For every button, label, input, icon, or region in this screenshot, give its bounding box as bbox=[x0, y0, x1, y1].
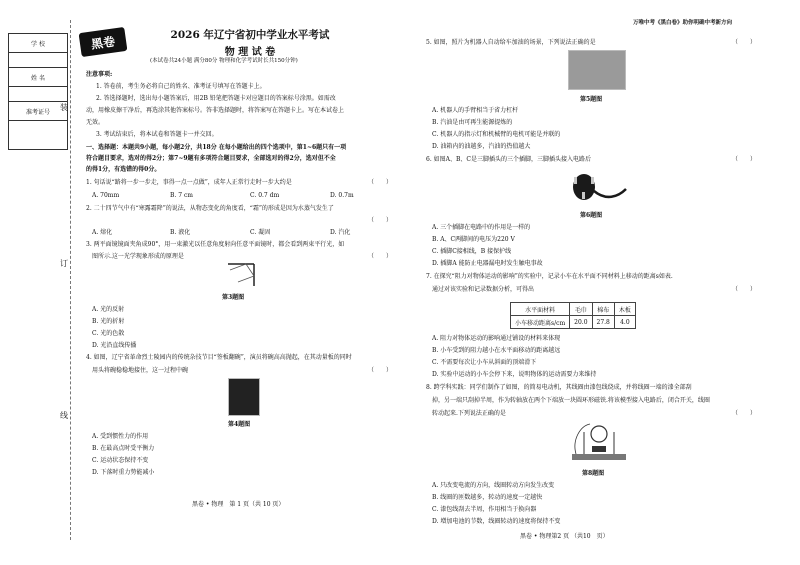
q7-data-cell: 20.0 bbox=[570, 316, 592, 329]
note-line: 无效。 bbox=[86, 119, 105, 126]
school-field bbox=[9, 53, 67, 68]
q3-stem: 3. 两平面镜镜面夹角成90°，用一束激光以任意角度射向任意平面镜时，都会看到两束平行光，如 bbox=[86, 241, 345, 248]
footer-right-page: 黑卷 • 物理第2 页 （共10 页） bbox=[520, 533, 609, 540]
section1-line: 一、选择题：本题共9小题，每小题2分，共18分 在每小题给出的四个选项中，第1~6题只有一项 bbox=[86, 144, 347, 151]
name-label: 姓 名 bbox=[9, 68, 67, 87]
subject-title: 物 理 试 卷 bbox=[224, 47, 276, 58]
q7-answer-paren: （ ） bbox=[732, 286, 757, 293]
q4-option: A. 受到惯性力的作用 bbox=[92, 433, 149, 440]
q7-row-label: 小车移动距离s/cm bbox=[511, 316, 570, 329]
q4-answer-paren: （ ） bbox=[368, 367, 393, 374]
q6-answer-paren: （ ） bbox=[732, 156, 757, 163]
section1-line: 符合题目要求，选对的得2分；第7~9题有多项符合题目要求，全部选对的得2分，选对但不全 bbox=[86, 155, 336, 162]
seal-char-zhuang: 装 bbox=[60, 103, 68, 112]
binding-line bbox=[70, 20, 71, 540]
q8-option: D. 增加电池的节数，线圈转动的速度将保持不变 bbox=[432, 518, 561, 525]
name-field bbox=[9, 87, 67, 102]
q6-figure-caption: 第6题图 bbox=[580, 212, 603, 219]
q3-figure-caption: 第3题图 bbox=[222, 294, 245, 301]
q3-option: B. 光的折射 bbox=[92, 318, 125, 325]
q8-answer-paren: （ ） bbox=[732, 410, 757, 417]
q3-mirror-figure bbox=[224, 262, 258, 288]
q2-option: C. 凝固 bbox=[250, 229, 271, 236]
seal-char-xian: 线 bbox=[60, 411, 68, 420]
q5-option: A. 机器人的手臂相当于省力杠杆 bbox=[432, 107, 519, 114]
q7-data-table bbox=[510, 302, 636, 329]
q7-data-cell: 27.8 bbox=[592, 316, 614, 329]
notes-heading: 注意事项: bbox=[86, 71, 113, 78]
q5-figure-caption: 第5题图 bbox=[580, 96, 603, 103]
q3-answer-paren: （ ） bbox=[368, 253, 393, 260]
exam-title: 2026 年辽宁省初中学业水平考试 bbox=[170, 29, 330, 41]
q5-answer-paren: （ ） bbox=[732, 39, 757, 46]
q8-stem-cont: 转动起来.下列说法正确的是 bbox=[432, 410, 506, 417]
q4-stem: 4. 如图，辽宁省革命烈士陵园内的传统杂技节目“签板翻碗”，演员将碗高高抛起，在其动量板的同时 bbox=[86, 354, 352, 361]
q4-acrobat-photo bbox=[228, 378, 260, 416]
q7-header-cell: 棉布 bbox=[592, 303, 614, 316]
q1-answer-paren: （ ） bbox=[368, 179, 393, 186]
q5-robot-refuel-photo bbox=[568, 50, 626, 90]
q5-option: B. 汽油是由可再生能源提炼的 bbox=[432, 119, 513, 126]
q8-option: A. 只改变电流的方向，线圈转动方向发生改变 bbox=[432, 482, 555, 489]
q7-option: D. 实验中运动的小车会停下来，说明物体的运动需要力来维持 bbox=[432, 371, 597, 378]
q4-stem-cont: 用头将碗稳稳地接住，这一过程中碗 bbox=[92, 367, 189, 374]
black-paper-logo: 黑卷 bbox=[79, 27, 128, 57]
q8-stem: 8. 跨学科实践：同学们制作了如图，的简易电动机，其线圈由漆包线绕成，并将线圈一端的漆全部刮 bbox=[426, 384, 692, 391]
q6-option: D. 插脚A 能防止电器漏电时发生触电事故 bbox=[432, 260, 543, 267]
q2-option: A. 熔化 bbox=[92, 229, 113, 236]
q4-figure-caption: 第4题图 bbox=[228, 421, 251, 428]
q8-option: C. 漆包线刮去半周，作用相当于换向器 bbox=[432, 506, 537, 513]
q7-header-cell: 毛巾 bbox=[570, 303, 592, 316]
q6-plug-figure bbox=[566, 167, 628, 205]
q8-stem-cont: 掉，另一端只刮掉半周，作为转轴放在两个下端放一块圆环形磁铁.将该模型接入电路后，闭合开关，线圈 bbox=[432, 397, 710, 404]
q7-table-header-row bbox=[511, 303, 636, 316]
q5-option: C. 机器人的指示灯和机械臂的电机可能是并联的 bbox=[432, 131, 561, 138]
q3-option: C. 光的色散 bbox=[92, 330, 125, 337]
q1-stem: 1. 句话说“路将一步一步走，事得一点一点做”，成年人正常行走时一步大约是 bbox=[86, 179, 292, 186]
q2-option: D. 汽化 bbox=[330, 229, 351, 236]
id-field bbox=[9, 121, 67, 149]
q4-option: C. 运动状态保持不变 bbox=[92, 457, 149, 464]
q7-table-data-row bbox=[511, 316, 636, 329]
note-line: 1. 答卷前，考生务必将自己的姓名、准考证号填写在答题卡上。 bbox=[96, 83, 266, 90]
q7-option: B. 小车受到的阻力越小在水平面移动的距离越远 bbox=[432, 347, 561, 354]
q3-stem-cont: 图所示.这一光学现象形成的原理是 bbox=[92, 253, 184, 260]
q7-stem-cont: 通过对该实验和记录数据分析，可得出 bbox=[432, 286, 535, 293]
id-label: 准考证号 bbox=[9, 102, 67, 121]
q7-header-cell: 木板 bbox=[614, 303, 635, 316]
right-banner: 万唯中考《黑白卷》助你明确中考新方向 bbox=[633, 20, 733, 26]
binder-info-table bbox=[8, 33, 68, 150]
q1-option: C. 0.7 dm bbox=[250, 192, 280, 199]
note-line: 2. 答选择题时，选出每小题答案后，用2B 铅笔把答题卡对应题目的答案标号涂黑。如需改 bbox=[96, 95, 336, 102]
q3-option: D. 光沿直线传播 bbox=[92, 342, 137, 349]
q7-data-cell: 4.0 bbox=[614, 316, 635, 329]
q8-figure-caption: 第8题图 bbox=[582, 470, 605, 477]
q6-option: C. 插脚C接相线，B 接保护线 bbox=[432, 248, 512, 255]
q5-option: D. 油箱内的油越多，汽油的热值越大 bbox=[432, 143, 531, 150]
q7-option: C. 不需要每次让小车从斜面的顶端滑下 bbox=[432, 359, 537, 366]
q4-option: D. 下落时重力势能减小 bbox=[92, 469, 155, 476]
q6-option: A. 三个插脚在电路中的作用是一样的 bbox=[432, 224, 531, 231]
q4-option: B. 在最高点时受平衡力 bbox=[92, 445, 155, 452]
school-label: 学 校 bbox=[9, 34, 67, 53]
q8-motor-figure bbox=[570, 420, 628, 464]
seal-char-ding: 订 bbox=[60, 259, 68, 268]
exam-note: (本试卷共24小题 满分80分 物理和化学考试时长共150分钟) bbox=[150, 58, 298, 64]
q6-stem: 6. 如图A、B、C是三脚插头的三个插脚，三脚插头接入电路后 bbox=[426, 156, 591, 163]
q2-option: B. 液化 bbox=[170, 229, 191, 236]
q2-answer-paren: （ ） bbox=[368, 217, 393, 224]
q1-option: A. 70mm bbox=[92, 192, 120, 199]
note-line: 动，用橡皮擦干净后，再选涂其他答案标号。答非选择题时，将答案写在答题卡上。写在本试卷上 bbox=[86, 107, 345, 114]
q1-option: D. 0.7m bbox=[330, 192, 354, 199]
note-line: 3. 考试结束后，将本试卷和答题卡一并交回。 bbox=[96, 131, 218, 138]
q6-option: B. A、C两脚间的电压为220 V bbox=[432, 236, 515, 243]
q8-option: B. 线圈的匝数越多，转动的速度一定越快 bbox=[432, 494, 543, 501]
q2-stem: 2. 二十四节气中有“寒露霜降”的说法，从物态变化的角度看，“霜”的形成是因为水蒸气发生了 bbox=[86, 205, 334, 212]
q1-option: B. 7 cm bbox=[170, 192, 193, 199]
q5-stem: 5. 如图，照片为机器人自动给车加油的场景，下列说法正确的是 bbox=[426, 39, 596, 46]
footer-left-page: 黑卷 • 物理 第 1 页（共 10 页） bbox=[192, 501, 285, 508]
section1-line: 的得1分，有选错的得0分。 bbox=[86, 166, 161, 173]
q7-option: A. 阻力对物体运动的影响通过铺设的材料来体现 bbox=[432, 335, 561, 342]
q3-option: A. 光的反射 bbox=[92, 306, 125, 313]
q7-header-cell: 水平面材料 bbox=[511, 303, 570, 316]
q7-stem: 7. 在探究“阻力对物体运动的影响”的实验中，记录小车在水平面不同材料上移动的距离s如表. bbox=[426, 273, 673, 280]
